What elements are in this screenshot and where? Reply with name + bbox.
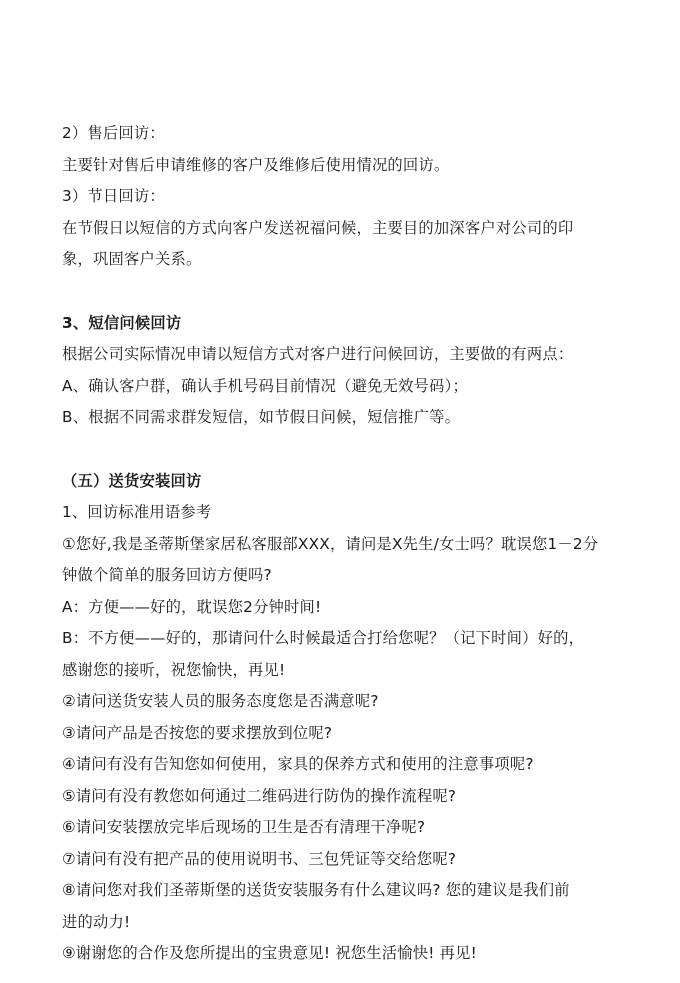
paragraph-line: ⑧请问您对我们圣蒂斯堡的送货安装服务有什么建议吗? 您的建议是我们前 bbox=[62, 881, 570, 899]
subsection-heading: 1、回访标准用语参考 bbox=[62, 503, 212, 521]
paragraph-line: B、根据不同需求群发短信，如节假日问候，短信推广等。 bbox=[62, 408, 461, 426]
paragraph-line: 2）售后回访： bbox=[62, 124, 165, 142]
paragraph-line: 进的动力! bbox=[62, 912, 131, 931]
paragraph-line: ⑤请问有没有教您如何通过二维码进行防伪的操作流程呢? bbox=[62, 786, 457, 805]
paragraph-line: ⑥请问安装摆放完毕后现场的卫生是否有清理干净呢? bbox=[62, 818, 426, 836]
section-delivery-installation-return-visit bbox=[62, 466, 618, 970]
paragraph-line: A：方便——好的，耽误您2分钟时间! bbox=[62, 597, 322, 616]
paragraph-line: 钟做个简单的服务回访方便吗? bbox=[62, 566, 272, 584]
paragraph-line: 象，巩固客户关系。 bbox=[62, 250, 202, 268]
paragraph-line: 3）节日回访： bbox=[62, 187, 165, 205]
paragraph-line: 主要针对售后申请维修的客户及维修后使用情况的回访。 bbox=[62, 155, 450, 174]
section-after-sales-return-visit bbox=[62, 118, 618, 276]
paragraph-line: ④请问有没有告知您如何使用，家具的保养方式和使用的注意事项呢? bbox=[62, 755, 534, 773]
paragraph-line: 感谢您的接听，祝您愉快，再见! bbox=[62, 660, 286, 679]
paragraph-line: ③请问产品是否按您的要求摆放到位呢? bbox=[62, 723, 333, 742]
document-body bbox=[62, 118, 618, 970]
paragraph-line: ②请问送货安装人员的服务态度您是否满意呢? bbox=[62, 692, 379, 710]
paragraph-line: ①您好,我是圣蒂斯堡家居私客服部XXX，请问是X先生/女士吗？耽误您1－2分 bbox=[62, 534, 599, 553]
section-spacer bbox=[62, 276, 618, 308]
section-spacer bbox=[62, 434, 618, 466]
section-heading: （五）送货安装回访 bbox=[62, 471, 202, 490]
paragraph-line: 根据公司实际情况申请以短信方式对客户进行问候回访，主要做的有两点： bbox=[62, 345, 574, 363]
paragraph-line: 在节假日以短信的方式向客户发送祝福问候，主要目的加深客户对公司的印 bbox=[62, 218, 574, 237]
section-sms-greeting-return-visit bbox=[62, 308, 618, 434]
paragraph-line: A、确认客户群，确认手机号码目前情况（避免无效号码）； bbox=[62, 376, 468, 395]
section-heading: 3、短信问候回访 bbox=[62, 313, 182, 332]
paragraph-line: ⑨谢谢您的合作及您所提出的宝贵意见! 祝您生活愉快! 再见! bbox=[62, 944, 477, 962]
paragraph-line: ⑦请问有没有把产品的使用说明书、三包凭证等交给您呢? bbox=[62, 849, 457, 868]
paragraph-line: B：不方便——好的，那请问什么时候最适合打给您呢？（记下时间）好的， bbox=[62, 629, 585, 647]
